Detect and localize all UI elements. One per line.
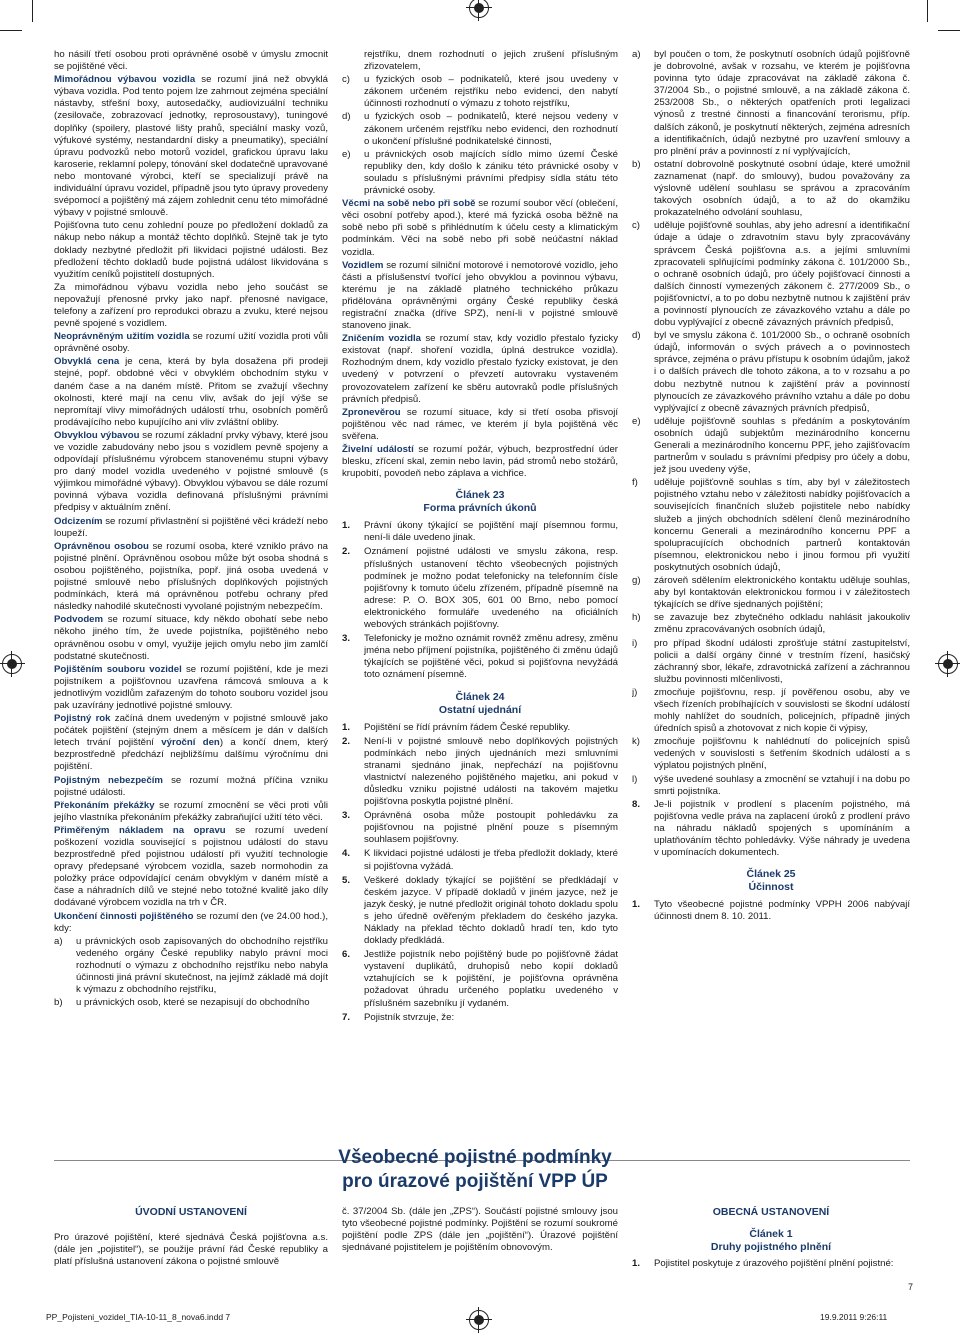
list-item: e) uděluje pojišťovně souhlas s předáním a poskytováním osobních údajů subjektům mezinárodního koncernu Generali a mezinárodního koncernu PPF, jeho zajišťovacím partnerům v souladu s právními předpisy pro účely a dobu, jež jsou uvedeny výše, [632,415,910,476]
numbered-item: 3. Telefonicky je možno oznámit rovněž změnu adresy, změnu jména nebo příjmení pojistníka, pojištěného či změnu údajů týkajících se pojištěné věci, pokud si pojišťovna nevyžádá toto oznámení písemně. [342,633,618,681]
definition-vehicle: Vozidlem se rozumí silniční motorové i nemotorové vozidlo, jeho části a příslušenství tvořící jeho obvyklou a povinnou výbavu, kterému je na základě platného technického průkazu přidělována oprávněnými orgány České republiky česká registrační značka (dříve SPZ), není-li v pojistné smlouvě stanoveno jinak. [342,259,618,332]
list-item: h) se zavazuje bez zbytečného odkladu nahlásit jakoukoliv změnu zpracovávaných osobních údajů, [632,612,910,636]
crop-mark [0,30,22,31]
definition-termination: Ukončení činnosti pojištěného se rozumí den (ve 24.00 hod.), kdy: [54,910,328,934]
list-item: j) zmocňuje pojišťovnu, resp. jí pověřenou osobu, aby ve všech řízeních probíhajících v souvislosti se škodní událostí mohly nahlížet do soudních, policejních, případně jiných úředních spisů a zhotovovat z nich kopie či výpisy, [632,686,910,735]
list-item: c) uděluje pojišťovně souhlas, aby jeho adresní a identifikační údaje a údaje o zdravotním stavu byly zpracovávány správcem Česká pojišťovna a.s. a jejími smluvními zpracovateli splňujícími podmínky zákona č. 101/2000 Sb., o ochraně osobních údajů, pro účely pojišťovací činnosti a dalších činností vymezených zákonem č. 277/2009 Sb., o pojišťovnictví, a to po dobu nezbytně nutnou k zajištění práv a povinností plynoucích ze závazkového vztahu a dále po dobu vyplývající z obecně závazných právních předpisů, [632,220,910,329]
numbered-item: 7. Pojistník stvrzuje, že: [342,1011,455,1023]
paragraph: Pojišťovna tuto cenu zohlední pouze po předložení dokladů za nákup nebo nákup a montáž těchto doplňků. Stejně tak je tyto doklady nezbytné předložit při likvidaci pojistné události. Bez předložení těchto dokladů bude pojistná událost likvidována s využitím ceníků pojistitelí dostupných. [54,220,328,280]
definition-theft: Odcizením se rozumí přivlastnění si pojištěné věci krádeží nebo loupeží. [54,515,328,539]
crop-mark [927,0,928,22]
list-item: d) byl ve smyslu zákona č. 101/2000 Sb., o ochraně osobních údajů, informován o svých právech a o povinnostech správce, zejména o právu přístupu k osobním údajům, jakož i o dalších právech dle tohoto zákona, a to v rozsahu a po dobu nezbytně nutnou k zajištění práv a povinností plynoucích ze závazkového právního vztahu a dále po dobu vyplývající z obecně závazných právních předpisů, [632,330,910,414]
definition-usual-price: Obvyklá cena je cena, která by byla dosažena při prodeji stejné, popř. obdobné věci v obvyklém obchodním styku v daném čase a na daném místě. Přitom se zvažují všechny okolnosti, které mají na cenu vliv, avšak do její výše se nepromítají vlivy mimořádných událostí trhu, osobních poměrů prodávajícího nebo kupujícího ani vliv zvláštní obliby. [54,356,328,428]
article-25-heading: Článek 25 Účinnost [746,868,796,894]
list-item: a) byl poučen o tom, že poskytnutí osobních údajů pojišťovně je dobrovolné, avšak v rozsahu, ve kterém je pojišťovna povinna tyto údaje zpracovávat na základě zákona č. 37/2004 Sb., o pojistné smlouvě, a na základě zákona č. 253/2008 Sb., o některých opatřeních proti legalizaci výnosů z trestné činnosti a financování terorismu, příp. dalších zákonů, je poskytnutí některých, zejména adresních a identifikačních, údajů nezbytné pro uzavření smlouvy a pro plnění práv a povinností z ní vyplývajících, [632,49,910,157]
numbered-item: 4. K likvidaci pojistné události je třeba předložit doklady, které si pojišťovna vyžádá. [342,848,618,872]
numbered-item: 2. Oznámení pojistné události ve smyslu zákona, resp. příslušných ustanovení těchto všeobecných pojistných podmínek je možno podat telefonicky na telefonním čísle pojišťovny k tomuto účelu zřízeném, případně písemně na adrese: P. O. BOX 305, 601 00 Brno, nebo pomocí elektronického formuláře uvedeného na oficiálních webových stránkách pojišťovny. [342,546,618,631]
numbered-item: 8. Je-li pojistník v prodlení s placením pojistného, má pojišťovna vedle práva na zaplacení úroků z prodlení právo na náhradu nákladů spojených s upomínáním a uplatňováním těchto pohledávky. Výše náhrady je uvedena v upomínacích dokumentech. [632,798,910,859]
paragraph: Za mimořádnou výbavu vozidla nebo jeho součást se nepovažují přenosné prvky jako např. přenosné navigace, telefony a zařízení pro reprodukci obrazu a zvuku, které nejsou pevně spojené s vozidlem. [54,281,328,330]
definition-usual-equipment: Obvyklou výbavou se rozumí základní prvky výbavy, které jsou ve vozidle zabudovány nebo jsou s vozidlem pevně spojeny a odpovídají příslušnému výrobcem stanovenému stupni výbavy pro daný model vozidla uvedeného v pojistné smlouvě (s výjimkou mimořádné výbavy). Obvyklou výbavou se dále rozumí povinná výbava vozidla definovaná příslušnými právními předpisy v aktuálním znění. [54,429,328,514]
definition-obstacle: Překonáním překážky se rozumí zmocnění se věci proti vůli jejího vlastníka překonáním překážky zabraňující užití této věci. [54,799,328,823]
article-24-heading: Článek 24 Ostatní ujednání [438,690,522,716]
crop-mark [32,0,33,22]
list-item: e) u právnických osob majících sídlo mimo území České republiky den, kdy došlo k zániku této právnické osoby v souladu s příslušnými právními předpisy sídla státu této právnické osoby. [342,148,618,197]
section-heading: ÚVODNÍ USTANOVENÍ [135,1206,247,1218]
definition-destruction: Zničením vozidla se rozumí stav, kdy vozidlo přestalo fyzicky existovat (např. shoření vozidla, úplná destrukce vozidla). Rozhodným dnem, kdy vozidlo přestalo fyzicky existovat, je den uvedený v potvrzení o převzetí autovraku vystaveném provozovatelem zařízení ke sběru autovraků podle příslušných právních předpisů. [342,333,618,405]
list-item: i) pro případ škodní události zprošťuje státní zastupitelství, policii a další orgány činné v trestním řízení, hasičský záchranný sbor, lékaře, zdravotnická zařízení a záchrannou službu povinnosti mlčenlivosti, [632,637,910,685]
list-item: c) u fyzických osob – podnikatelů, které jsou uvedeny v zákonem určeném rejstříku nebo evidenci, den nabytí účinnosti rozhodnutí o výmazu z tohoto rejstříku, [342,74,618,110]
list-item: g) zároveň sdělením elektronického kontaktu uděluje souhlas, aby byl kontaktován elektronickou formou i v záležitostech týkajících se dříve sjednaných pojištění; [632,575,910,611]
numbered-item: 1. Pojištění se řídí právním řádem České republiky. [342,721,571,733]
document-title: Všeobecné pojistné podmínky pro úrazové pojištění VPP ÚP [338,1147,612,1192]
definition-extra-equipment: Mimořádnou výbavou vozidla se rozumí jiná než obvyklá výbava vozidla. Pod tento pojem lze zahrnout zejména speciální nástavby, střešní boxy, autosedačky, audiovizuální techniku (zesilovače, zobrazovací jednotky, reprosoustavy), tuningové doplňky (spoilery, plastové lišty prahů, speciální masky vozů, výfukové systémy, nestandardní disky a pneumatiky), speciální úpravu podvozků nebo motorů vozidel, grafickou úpravu laku karoserie, reklamní polepy, tónování skel dodatečně upravované nebo montované výrobci, kteří se specializují právě na individuální úpravu vozidel, případně jsou tyto úpravy provedeny svépomocí a pojištěný má zájem zohlednit cenu této mimořádné výbavy v pojistné smlouvě. [54,74,328,219]
definition-natural-event: Živelní událostí se rozumí požár, výbuch, bezprostřední úder blesku, zřícení skal, zemin nebo lavin, pád stromů nebo stožárů, krupobití, povodeň nebo záplava a vichřice. [342,444,618,480]
paragraph: rejstříku, dnem rozhodnutí o jejich zrušení příslušným zřizovatelem, [364,49,618,73]
definition-insurance-year: Pojistný rok začíná dnem uvedeným v pojistné smlouvě jako počátek pojištění (stejným dnem a měsícem je dán v dalších letech trvání pojištění výroční den) a končí dnem, který bezprostředně předchází nejbližšímu dalšímu výročnímu dni pojištění. [54,713,328,773]
paragraph: ho násilí třetí osobou proti oprávněné osobě v úmyslu zmocnit se pojištěné věci. [54,49,328,73]
numbered-item: 2. Není-li v pojistné smlouvě nebo doplňkových pojistných podmínkách nebo jiných ujednáních mezi smluvními stranami sjednáno jinak, nepřechází na pojišťovnu vlastnictví nalezeného pojištěného majetku, ani pokud v důsledku vzniku pojistné události na takovém majetku pojišťovna poskytla pojistné plnění. [342,735,618,808]
definition-authorized-person: Oprávněnou osobou se rozumí osoba, které vzniklo právo na pojistné plnění. Oprávněnou osobou může být osoba shodná s osobou pojištěného, pojistníka, popř. jiná osoba uvedená v pojistné smlouvě nebo příslušných doplňkových pojistných podmínkách, která má oprávněnou potřebu ochrany před následky nahodilé skutečnosti vyvolané pojistným nebezpečím. [54,540,328,613]
print-date: 19.9.2011 9:26:11 [820,1312,888,1322]
definition-insured-risk: Pojistným nebezpečím se rozumí možná příčina vzniku pojistné události. [54,774,328,798]
list-item: b) u právnických osob, které se nezapisují do obchodního [54,997,310,1009]
list-item: k) zmocňuje pojišťovnu k nahlédnutí do policejních spisů vedených v souvislosti s šetřením škodních událostí a s výplatou pojistných plnění, [632,736,910,772]
registration-mark-right [938,654,958,674]
page-number: 7 [908,1282,914,1292]
numbered-item: 6. Jestliže pojistník nebo pojištěný bude po pojišťovně žádat vystavení duplikátů, druhopisů nebo kopií dokladů vztahujících se k pojištění, je pojišťovna oprávněna požadovat úhradu určeného poplatku uvedeného v příslušném sazebníku jí vydaném. [342,949,618,1009]
intro-continued [342,1206,618,1255]
section-heading: OBECNÁ USTANOVENÍ [712,1206,830,1218]
article-23-heading: Článek 23 Forma právních úkonů [423,489,537,515]
definition-embezzlement: Zpronevěrou se rozumí situace, kdy si třetí osoba přisvojí pojištěnou věc nad rámec, ve kterém jí byla pojištěná věc svěřena. [342,406,618,442]
numbered-item: 1. Pojistitel poskytuje z úrazového pojištění plnění pojistné: [632,1258,894,1270]
definition-unauthorized-use: Neoprávněným užitím vozidla se rozumí užití vozidla proti vůli oprávněné osoby. [54,331,328,355]
list-item: d) u fyzických osob – podnikatelů, které nejsou vedeny v zákonem určeném rejstříku nebo evidenci, den rozhodnutí o ukončení příslušné podnikatelské činnosti, [342,111,618,147]
definition-repair-cost: Přiměřeným nákladem na opravu se rozumí uvedení poškození vozidla související s pojistnou událostí do stavu bezprostředně před pojistnou událostí při využití technologie opravy předepsané výrobcem vozidla, sazeb normohodin za položky práce odpovídající cenám obvyklým v daném místě a čase a náhradních dílů ve stejné nebo totožné kvalitě jako díly dodávané výrobcem vozidla na trh v ČR. [54,824,328,909]
file-name: PP_Pojisteni_vozidel_TIA-10-11_8_nova6.indd 7 [46,1312,231,1322]
registration-mark-left [2,654,22,674]
column-3 [632,49,910,1130]
numbered-item: 1. Právní úkony týkající se pojištění mají písemnou formu, není-li dále uvedeno jinak. [342,520,618,544]
definition-personal-items: Věcmi na sobě nebo při sobě se rozumí soubor věcí (oblečení, věci osobní potřeby apod.), které má fyzická osoba běžně na sobě nebo při sobě s přihlédnutím k účelu cesty a klimatickým podmínkám. Věci na sobě nebo při sobě neúčastní náklad vozidla. [342,198,618,258]
definition-fraud: Podvodem se rozumí situace, kdy někdo obohatí sebe nebo někoho jiného tím, že uvede pojistníka, pojištěného nebo oprávněnou osobu v omyl, využije jejich omylu nebo jim zamlčí podstatné skutečnosti. [54,614,328,662]
crop-mark [938,30,960,31]
registration-mark-top [469,0,489,18]
general-section [632,1206,910,1272]
definition-fleet-insurance: Pojištěním souboru vozidel se rozumí pojištění, kde je mezi pojistníkem a pojišťovnou uzavřena rámcová smlouva a k jednotlivým vozidlům zařazeným do tohoto souboru vozidel jsou pak uzavírány jednotlivé pojistné smlouvy. [54,663,328,711]
registration-mark-bottom [469,1310,489,1330]
paragraph: č. 37/2004 Sb. (dále jen „ZPS“). Součástí pojistné smlouvy jsou tyto všeobecné pojistné podmínky. Pojištění se rozumí soukromé pojištění podle ZPS (dále jen „pojištění“). Úrazové pojištění sjednávané pojistitelem je pojištěním obnovovým. [342,1206,618,1254]
list-item: l) výše uvedené souhlasy a zmocnění se vztahují i na dobu po smrti pojistníka. [632,773,910,797]
column-2 [342,49,618,1130]
column-1 [54,49,328,1130]
paragraph: Pro úrazové pojištění, které sjednává Česká pojišťovna a.s. (dále jen „pojistitel“), se použije právní řád České republiky a platí příslušná ustanovení zákona o pojistné smlouvě [54,1232,328,1268]
list-item: f) uděluje pojišťovně souhlas s tím, aby byl v záležitostech pojistného vztahu nebo v záležitosti nabídky pojišťovacích a souvisejících finančních služeb pojistitele nebo nabídky služeb a jiných obchodních sdělení členů mezinárodního koncernu Generali a mezinárodního koncernu PPF a spolupracujících obchodních partnerů kontaktován písemnou, elektronickou nebo i jinou formou při využití poskytnutých osobních údajů, [632,477,910,573]
list-item: b) ostatní dobrovolně poskytnuté osobní údaje, které umožnil zaznamenat (např. do smlouvy), budou považovány za výslovně udělení souhlasu se správou a zpracováním takových osobních údajů, a to až do okamžiku prokazatelného odvolání souhlasu, [632,158,910,219]
numbered-item: 1. Tyto všeobecné pojistné podmínky VPPH 2006 nabývají účinnosti dnem 8. 10. 2011. [632,899,910,923]
article-1-heading: Článek 1 Druhy pojistného plnění [710,1228,832,1254]
numbered-item: 5. Veškeré doklady týkající se pojištění se předkládají v českém jazyce. V případě dokladů v jiném jazyce, než je jazyk český, je nutné předložit originál tohoto dokladu spolu s jeho úředně ověřeným překladem do českého jazyka. Náklady na překlad těchto dokladů hradí ten, kdo tyto doklady předkládá. [342,874,618,947]
intro-section [54,1206,328,1269]
numbered-item: 3. Oprávněná osoba může postoupit pohledávku za pojišťovnou na pojistné plnění pouze s písemným souhlasem pojišťovny. [342,810,618,846]
list-item: a) u právnických osob zapisovaných do obchodního rejstříku vedeného orgány České republiky nabylo právní moci rozhodnutí o výmazu z obchodního rejstříku nebo nabyla účinnosti jiná právní skutečnost, na jejímž základě má dojít k výmazu z obchodního rejstříku, [54,935,328,996]
